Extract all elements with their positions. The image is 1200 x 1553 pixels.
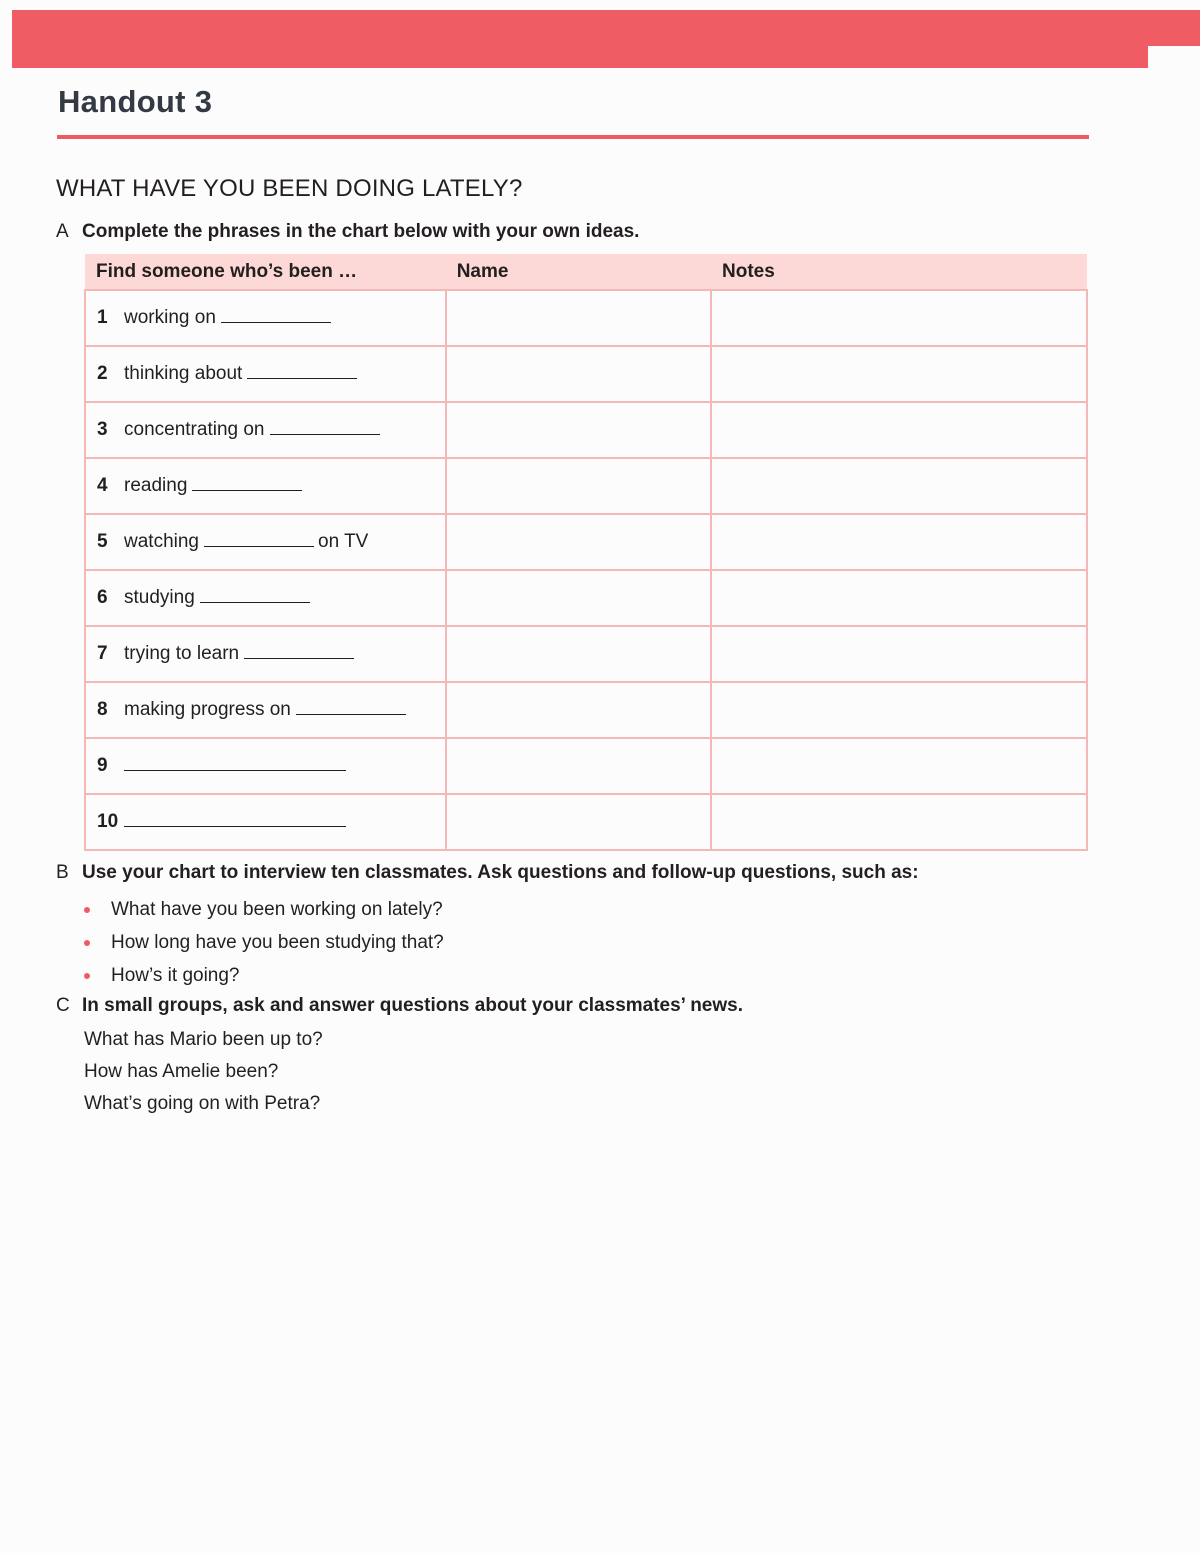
table-row — [85, 458, 1087, 514]
phrase-text: making progress on — [124, 699, 291, 720]
row-number: 10 — [97, 811, 119, 832]
part-c-instruction — [56, 995, 743, 1017]
notes-cell[interactable] — [711, 794, 1087, 850]
fill-in-blank[interactable] — [124, 825, 346, 827]
fill-in-blank[interactable] — [192, 489, 302, 491]
header-band — [12, 10, 1200, 68]
table-row — [85, 402, 1087, 458]
part-a-text: Complete the phrases in the chart below with your own ideas. — [82, 221, 640, 242]
part-c-text: In small groups, ask and answer questions about your classmates’ news. — [82, 995, 743, 1016]
fill-in-blank[interactable] — [270, 433, 380, 435]
part-b-instruction — [56, 862, 919, 884]
table-row — [85, 682, 1087, 738]
list-item — [84, 959, 444, 992]
find-someone-chart — [84, 254, 1088, 851]
bullet-icon — [84, 907, 90, 913]
name-cell[interactable] — [446, 514, 711, 570]
part-b-text: Use your chart to interview ten classmates. Ask questions and follow-up questions, such as: — [82, 862, 919, 883]
row-number: 9 — [97, 755, 108, 776]
fill-in-blank[interactable] — [296, 713, 406, 715]
row-number: 5 — [97, 531, 108, 552]
notes-cell[interactable] — [711, 458, 1087, 514]
notes-cell[interactable] — [711, 402, 1087, 458]
name-cell[interactable] — [446, 626, 711, 682]
list-item — [84, 893, 444, 926]
row-number: 7 — [97, 643, 108, 664]
example-question: What has Mario been up to? — [84, 1029, 323, 1050]
table-row — [85, 626, 1087, 682]
name-cell[interactable] — [446, 738, 711, 794]
phrase-text: working on — [124, 307, 216, 328]
bullet-icon — [84, 940, 90, 946]
table-row — [85, 570, 1087, 626]
example-question: What’s going on with Petra? — [84, 1093, 321, 1114]
notes-cell[interactable] — [711, 626, 1087, 682]
name-cell[interactable] — [446, 458, 711, 514]
title-divider — [57, 135, 1089, 139]
phrase-cell — [85, 458, 446, 514]
part-a-instruction — [56, 221, 639, 243]
fill-in-blank[interactable] — [200, 601, 310, 603]
phrase-text: reading — [124, 475, 188, 496]
phrase-cell — [85, 738, 446, 794]
example-question: How has Amelie been? — [84, 1061, 279, 1082]
column-header-name: Name — [446, 254, 711, 290]
phrase-suffix: on TV — [318, 531, 369, 552]
phrase-cell — [85, 626, 446, 682]
phrase-cell — [85, 570, 446, 626]
row-number: 4 — [97, 475, 108, 496]
list-item — [84, 926, 444, 959]
table-row — [85, 346, 1087, 402]
section-heading: WHAT HAVE YOU BEEN DOING LATELY? — [56, 175, 523, 202]
example-questions — [84, 1025, 323, 1121]
row-number: 3 — [97, 419, 108, 440]
row-number: 2 — [97, 363, 108, 384]
part-a-letter: A — [56, 221, 69, 242]
phrase-cell — [85, 794, 446, 850]
notes-cell[interactable] — [711, 290, 1087, 346]
table-row — [85, 290, 1087, 346]
table-row — [85, 794, 1087, 850]
question-text: What have you been working on lately? — [111, 898, 443, 920]
phrase-cell — [85, 346, 446, 402]
phrase-text: concentrating on — [124, 419, 265, 440]
row-number: 8 — [97, 699, 108, 720]
header-band-notch — [1148, 46, 1200, 68]
phrase-cell — [85, 402, 446, 458]
notes-cell[interactable] — [711, 514, 1087, 570]
notes-cell[interactable] — [711, 346, 1087, 402]
table-row — [85, 738, 1087, 794]
question-text: How long have you been studying that? — [111, 931, 444, 953]
fill-in-blank[interactable] — [247, 377, 357, 379]
fill-in-blank[interactable] — [221, 321, 331, 323]
phrase-cell — [85, 682, 446, 738]
row-number: 1 — [97, 307, 108, 328]
bullet-icon — [84, 973, 90, 979]
column-header-find: Find someone who’s been … — [85, 254, 446, 290]
phrase-cell — [85, 290, 446, 346]
phrase-text: trying to learn — [124, 643, 240, 664]
name-cell[interactable] — [446, 290, 711, 346]
part-b-letter: B — [56, 862, 69, 883]
row-number: 6 — [97, 587, 108, 608]
phrase-text: studying — [124, 587, 195, 608]
notes-cell[interactable] — [711, 738, 1087, 794]
column-header-notes: Notes — [711, 254, 1087, 290]
name-cell[interactable] — [446, 402, 711, 458]
name-cell[interactable] — [446, 570, 711, 626]
fill-in-blank[interactable] — [204, 545, 314, 547]
fill-in-blank[interactable] — [124, 769, 346, 771]
name-cell[interactable] — [446, 682, 711, 738]
phrase-cell — [85, 514, 446, 570]
notes-cell[interactable] — [711, 570, 1087, 626]
question-list — [84, 893, 444, 992]
chart-header-row — [85, 254, 1087, 290]
notes-cell[interactable] — [711, 682, 1087, 738]
phrase-text: watching — [124, 531, 199, 552]
fill-in-blank[interactable] — [244, 657, 354, 659]
question-text: How’s it going? — [111, 964, 240, 986]
phrase-text: thinking about — [124, 363, 243, 384]
name-cell[interactable] — [446, 346, 711, 402]
table-row — [85, 514, 1087, 570]
handout-title: Handout 3 — [58, 84, 213, 119]
name-cell[interactable] — [446, 794, 711, 850]
part-c-letter: C — [56, 995, 70, 1016]
